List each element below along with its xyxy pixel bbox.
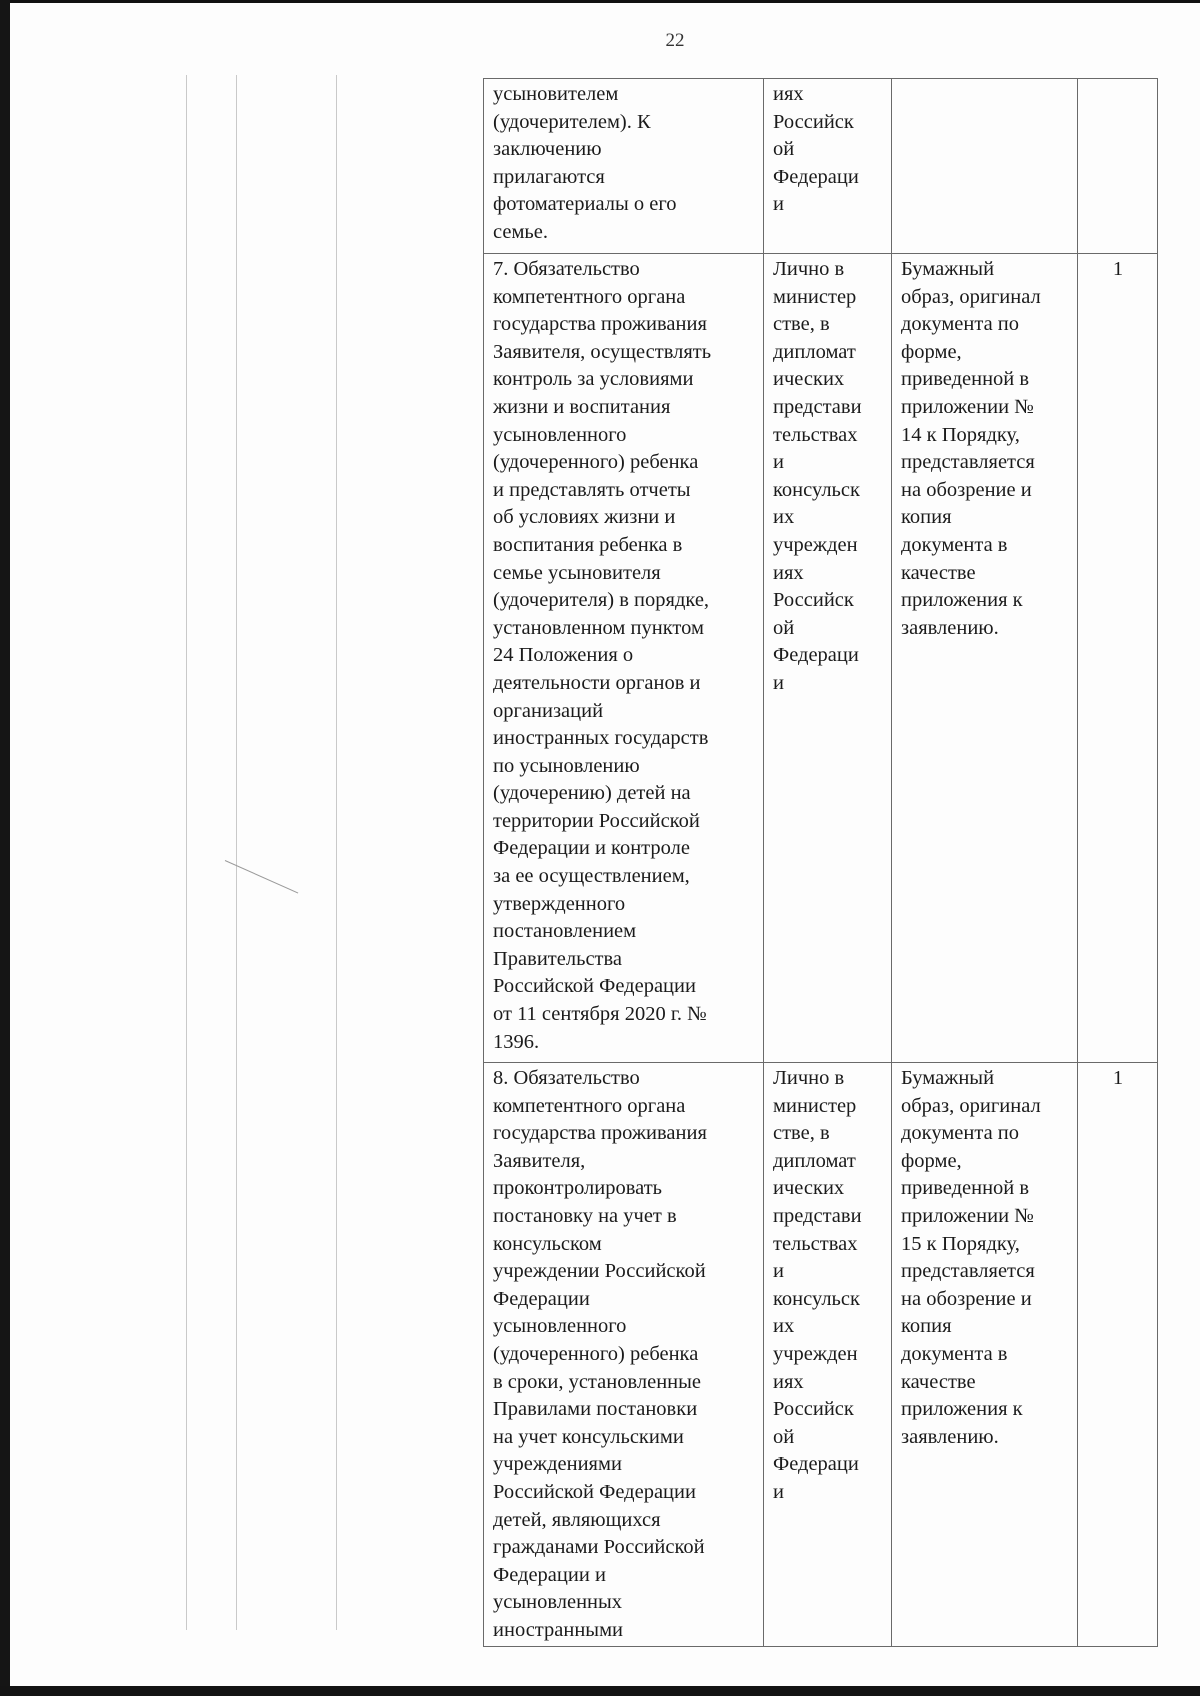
count-cell bbox=[1078, 254, 1158, 1063]
description-text: 8. Обязательство компетентного органа государства проживания Заявителя, проконтролировать постановку на учет в консульском учреждении Российской Федерации усыновленного (удочеренного) ребенка в сроки, установленные Правилами постановки на учет консульскими учреждениями Российской Федерации детей, являющихся гражданами Российской Федерации и усыновленных иностранными bbox=[493, 1067, 707, 1641]
submission-place-cell bbox=[764, 1063, 892, 1647]
table-row bbox=[484, 1063, 1158, 1647]
document-form-text: Бумажный образ, оригинал документа по форме, приведенной в приложении № 15 к Порядку, представляется на обозрение и копия документа в качестве приложения к заявлению. bbox=[901, 1067, 1041, 1448]
scan-border-left bbox=[0, 0, 10, 1696]
count-text: 1 bbox=[1112, 1067, 1124, 1089]
submission-place-text: Лично в министер стве, в дипломат ических представи тельствах и консульск их учрежден иях Российск ой Федераци и bbox=[773, 1067, 862, 1503]
page-number: 22 bbox=[665, 30, 685, 51]
submission-place-cell bbox=[764, 254, 892, 1063]
description-cell bbox=[484, 254, 764, 1063]
document-form-cell bbox=[892, 79, 1078, 254]
scan-border-top bbox=[0, 0, 1200, 3]
count-text: 1 bbox=[1112, 258, 1124, 280]
requirements-table bbox=[483, 78, 1158, 1647]
document-form-cell bbox=[892, 1063, 1078, 1647]
description-text: усыновителем (удочерителем). К заключению прилагаются фотоматериалы о его семье. bbox=[493, 83, 677, 243]
count-cell bbox=[1078, 1063, 1158, 1647]
document-form-cell bbox=[892, 254, 1078, 1063]
description-cell bbox=[484, 1063, 764, 1647]
count-cell bbox=[1078, 79, 1158, 254]
submission-place-text: Лично в министер стве, в дипломат ических представи тельствах и консульск их учрежден иях Российск ой Федераци и bbox=[773, 258, 862, 694]
table-row bbox=[484, 254, 1158, 1063]
margin-rule bbox=[336, 75, 337, 1630]
table-row bbox=[484, 79, 1158, 254]
submission-place-text: иях Российск ой Федераци и bbox=[773, 83, 859, 216]
margin-rule bbox=[236, 75, 237, 1630]
margin-rule bbox=[186, 75, 187, 1630]
scan-border-bottom bbox=[0, 1686, 1200, 1696]
submission-place-cell bbox=[764, 79, 892, 254]
description-text: 7. Обязательство компетентного органа государства проживания Заявителя, осуществлять контроль за условиями жизни и воспитания усыновленного (удочеренного) ребенка и представлять отчеты об условиях жизни и воспитания ребенка в семье усыновителя (удочерителя) в порядке, установленном пунктом 24 Положения о деятельности органов и организаций иностранных государств по усыновлению (удочерению) детей на территории Российской Федерации и контроле за ее осуществлением, утвержденного постановлением Правительства Российской Федерации от 11 сентября 2020 г. № 1396. bbox=[493, 258, 712, 1053]
description-cell bbox=[484, 79, 764, 254]
document-form-text: Бумажный образ, оригинал документа по форме, приведенной в приложении № 14 к Порядку, представляется на обозрение и копия документа в качестве приложения к заявлению. bbox=[901, 258, 1041, 639]
